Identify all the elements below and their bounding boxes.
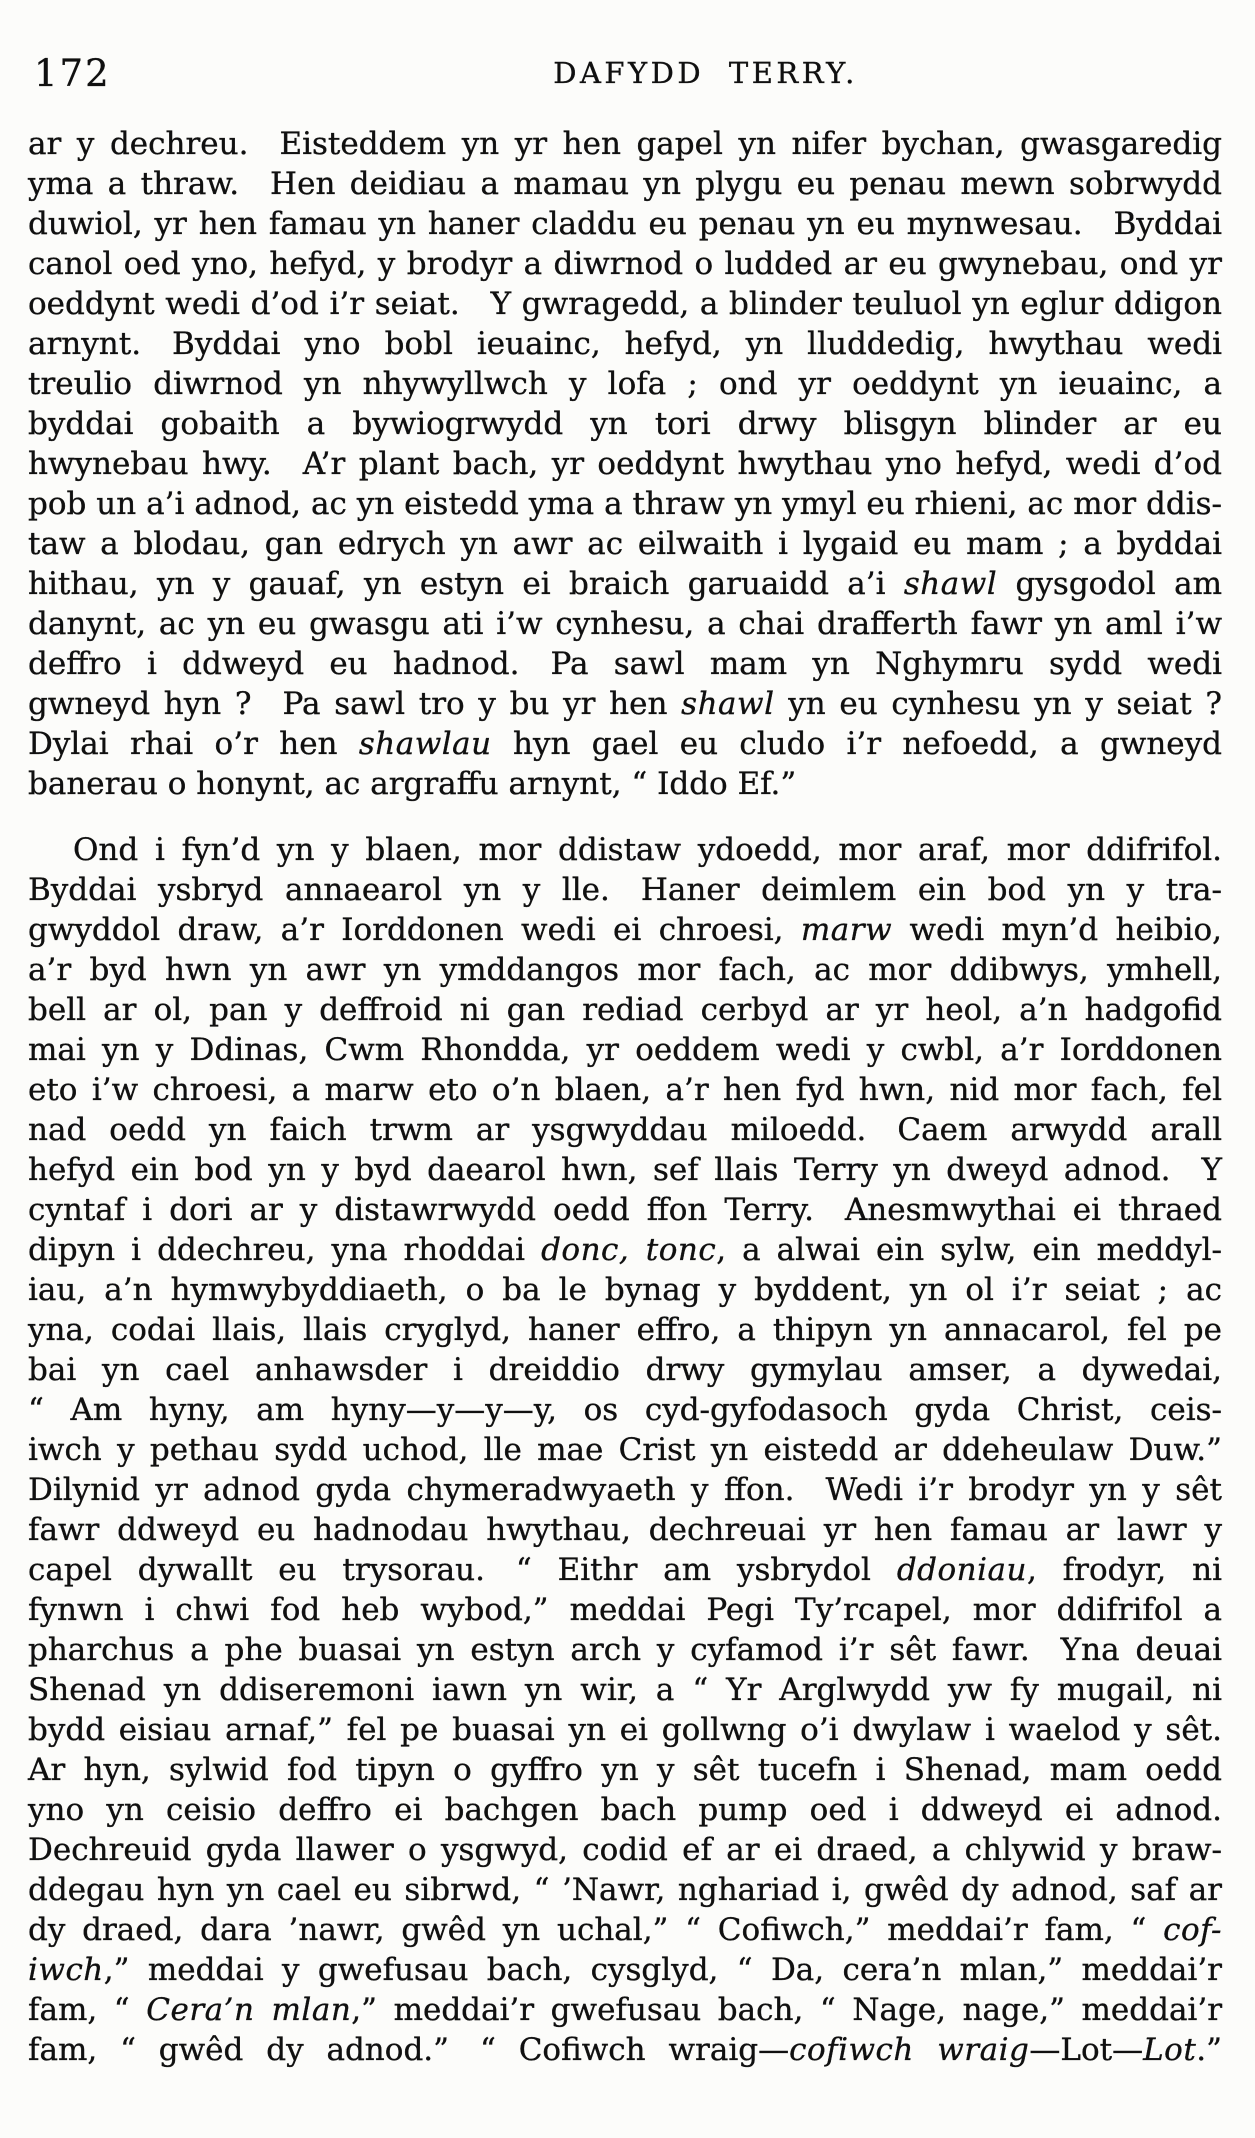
italic-text: shawlau	[358, 726, 492, 762]
text-line: Ond i fyn’d yn y blaen, mor ddistaw ydoedd, mor araf, mor ddifrifol.	[73, 832, 1222, 868]
text-line: yna, codai llais, llais cryglyd, haner effro, a thipyn yn annacarol, fel pe	[28, 1312, 1222, 1348]
italic-text: Lot	[1143, 2032, 1197, 2068]
text-line: Ar hyn, sylwid fod tipyn o gyffro yn y sêt tucefn i Shenad, mam oedd	[28, 1752, 1222, 1788]
text-line: iwch,” meddai y gwefusau bach, cysglyd, “ Da, cera’n mlan,” meddai’r	[28, 1952, 1222, 1988]
text-line: gwyddol draw, a’r Iorddonen wedi ei chroesi, marw wedi myn’d heibio,	[28, 912, 1222, 948]
text-line: pob un a’i adnod, ac yn eistedd yma a thraw yn ymyl eu rhieni, ac mor ddis-	[28, 486, 1222, 522]
text-line: nad oedd yn faich trwm ar ysgwyddau miloedd. Caem arwydd arall	[28, 1112, 1222, 1148]
text-line: canol oed yno, hefyd, y brodyr a diwrnod o ludded ar eu gwynebau, ond yr	[28, 246, 1222, 282]
text-line: iau, a’n hymwybyddiaeth, o ba le bynag y byddent, yn ol i’r seiat ; ac	[28, 1272, 1222, 1308]
text-line: Shenad yn ddiseremoni iawn yn wir, a “ Yr Arglwydd yw fy mugail, ni	[28, 1672, 1222, 1708]
text-line: pharchus a phe buasai yn estyn arch y cyfamod i’r sêt fawr. Yna deuai	[28, 1632, 1222, 1668]
text-line: yno yn ceisio deffro ei bachgen bach pump oed i ddweyd ei adnod.	[28, 1792, 1222, 1828]
text-line: banerau o honynt, ac argraffu arnynt, “ Iddo Ef.”	[28, 766, 797, 802]
text-line: fam, “ gwêd dy adnod.” “ Cofiwch wraig—cofiwch wraig—Lot—Lot.”	[28, 2032, 1222, 2068]
italic-text: marw	[800, 912, 893, 948]
text-line: byddai gobaith a bywiogrwydd yn tori drwy blisgyn blinder ar eu	[28, 406, 1222, 442]
text-line: ddegau hyn yn cael eu sibrwd, “ ’Nawr, nghariad i, gwêd dy adnod, saf ar	[28, 1872, 1222, 1908]
italic-text: Cera’n mlan	[146, 1992, 352, 2028]
text-line: taw a blodau, gan edrych yn awr ac eilwaith i lygaid eu mam ; a byddai	[28, 526, 1222, 562]
text-line: Byddai ysbryd annaearol yn y lle. Haner deimlem ein bod yn y tra-	[28, 872, 1222, 908]
page-number: 172	[34, 52, 111, 95]
paragraph	[28, 830, 1222, 2070]
text-line: bai yn cael anhawsder i dreiddio drwy gymylau amser, a dywedai,	[28, 1352, 1222, 1388]
italic-text: cofiwch wraig	[789, 2032, 1030, 2068]
text-line: fynwn i chwi fod heb wybod,” meddai Pegi Ty’rcapel, mor ddifrifol a	[28, 1592, 1222, 1628]
text-line: hefyd ein bod yn y byd daearol hwn, sef llais Terry yn dweyd adnod. Y	[28, 1152, 1222, 1188]
italic-text: donc, tonc	[541, 1232, 717, 1268]
text-line: deffro i ddweyd eu hadnod. Pa sawl mam yn Nghymru sydd wedi	[28, 646, 1222, 682]
text-line: treulio diwrnod yn nhywyllwch y lofa ; ond yr oeddynt yn ieuainc, a	[28, 366, 1222, 402]
text-line: Dylai rhai o’r hen shawlau hyn gael eu cludo i’r nefoedd, a gwneyd	[28, 726, 1222, 762]
text-line: bydd eisiau arnaf,” fel pe buasai yn ei gollwng o’i dwylaw i waelod y sêt.	[28, 1712, 1222, 1748]
italic-text: shawl	[681, 686, 775, 722]
text-line: danynt, ac yn eu gwasgu ati i’w cynhesu, a chai drafferth fawr yn aml i’w	[28, 606, 1222, 642]
paragraph	[28, 124, 1222, 804]
text-line: eto i’w chroesi, a marw eto o’n blaen, a’r hen fyd hwn, nid mor fach, fel	[28, 1072, 1222, 1108]
text-line: arnynt. Byddai yno bobl ieuainc, hefyd, yn lluddedig, hwythau wedi	[28, 326, 1222, 362]
text-line: iwch y pethau sydd uchod, lle mae Crist yn eistedd ar ddeheulaw Duw.”	[28, 1432, 1222, 1468]
running-title: DAFYDD TERRY.	[553, 56, 858, 90]
text-line: fam, “ Cera’n mlan,” meddai’r gwefusau bach, “ Nage, nage,” meddai’r	[28, 1992, 1223, 2028]
text-line: duwiol, yr hen famau yn haner claddu eu penau yn eu mynwesau. Byddai	[28, 206, 1222, 242]
text-line: dy draed, dara ’nawr, gwêd yn uchal,” “ Cofiwch,” meddai’r fam, “ cof-	[28, 1912, 1222, 1948]
page-header	[28, 50, 1227, 96]
italic-text: ddoniau	[896, 1552, 1027, 1588]
page-body	[28, 124, 1222, 2070]
text-line: cyntaf i dori ar y distawrwydd oedd ffon Terry. Anesmwythai ei thraed	[28, 1192, 1222, 1228]
text-line: a’r byd hwn yn awr yn ymddangos mor fach, ac mor ddibwys, ymhell,	[28, 952, 1222, 988]
text-line: yma a thraw. Hen deidiau a mamau yn plygu eu penau mewn sobrwydd	[28, 166, 1222, 202]
text-line: mai yn y Ddinas, Cwm Rhondda, yr oeddem wedi y cwbl, a’r Iorddonen	[28, 1032, 1222, 1068]
text-line: hwynebau hwy. A’r plant bach, yr oeddynt hwythau yno hefyd, wedi d’od	[28, 446, 1222, 482]
text-line: bell ar ol, pan y deffroid ni gan rediad cerbyd ar yr heol, a’n hadgofid	[28, 992, 1222, 1028]
text-line: dipyn i ddechreu, yna rhoddai donc, tonc, a alwai ein sylw, ein meddyl-	[28, 1232, 1223, 1268]
text-line: fawr ddweyd eu hadnodau hwythau, dechreuai yr hen famau ar lawr y	[28, 1512, 1222, 1548]
italic-text: cof-	[1163, 1912, 1222, 1948]
text-line: capel dywallt eu trysorau. “ Eithr am ysbrydol ddoniau, frodyr, ni	[28, 1552, 1222, 1588]
text-line: gwneyd hyn ? Pa sawl tro y bu yr hen shawl yn eu cynhesu yn y seiat ?	[28, 686, 1222, 722]
text-line: Dilynid yr adnod gyda chymeradwyaeth y ffon. Wedi i’r brodyr yn y sêt	[28, 1472, 1222, 1508]
text-line: “ Am hyny, am hyny—y—y—y, os cyd-gyfodasoch gyda Christ, ceis-	[28, 1392, 1222, 1428]
text-line: Dechreuid gyda llawer o ysgwyd, codid ef ar ei draed, a chlywid y braw-	[28, 1832, 1222, 1868]
italic-text: iwch	[28, 1952, 104, 1988]
text-line: ar y dechreu. Eisteddem yn yr hen gapel yn nifer bychan, gwasgaredig	[28, 126, 1222, 162]
text-line: oeddynt wedi d’od i’r seiat. Y gwragedd, a blinder teuluol yn eglur ddigon	[28, 286, 1222, 322]
italic-text: shawl	[903, 566, 998, 602]
text-line: hithau, yn y gauaf, yn estyn ei braich garuaidd a’i shawl gysgodol am	[28, 566, 1222, 602]
